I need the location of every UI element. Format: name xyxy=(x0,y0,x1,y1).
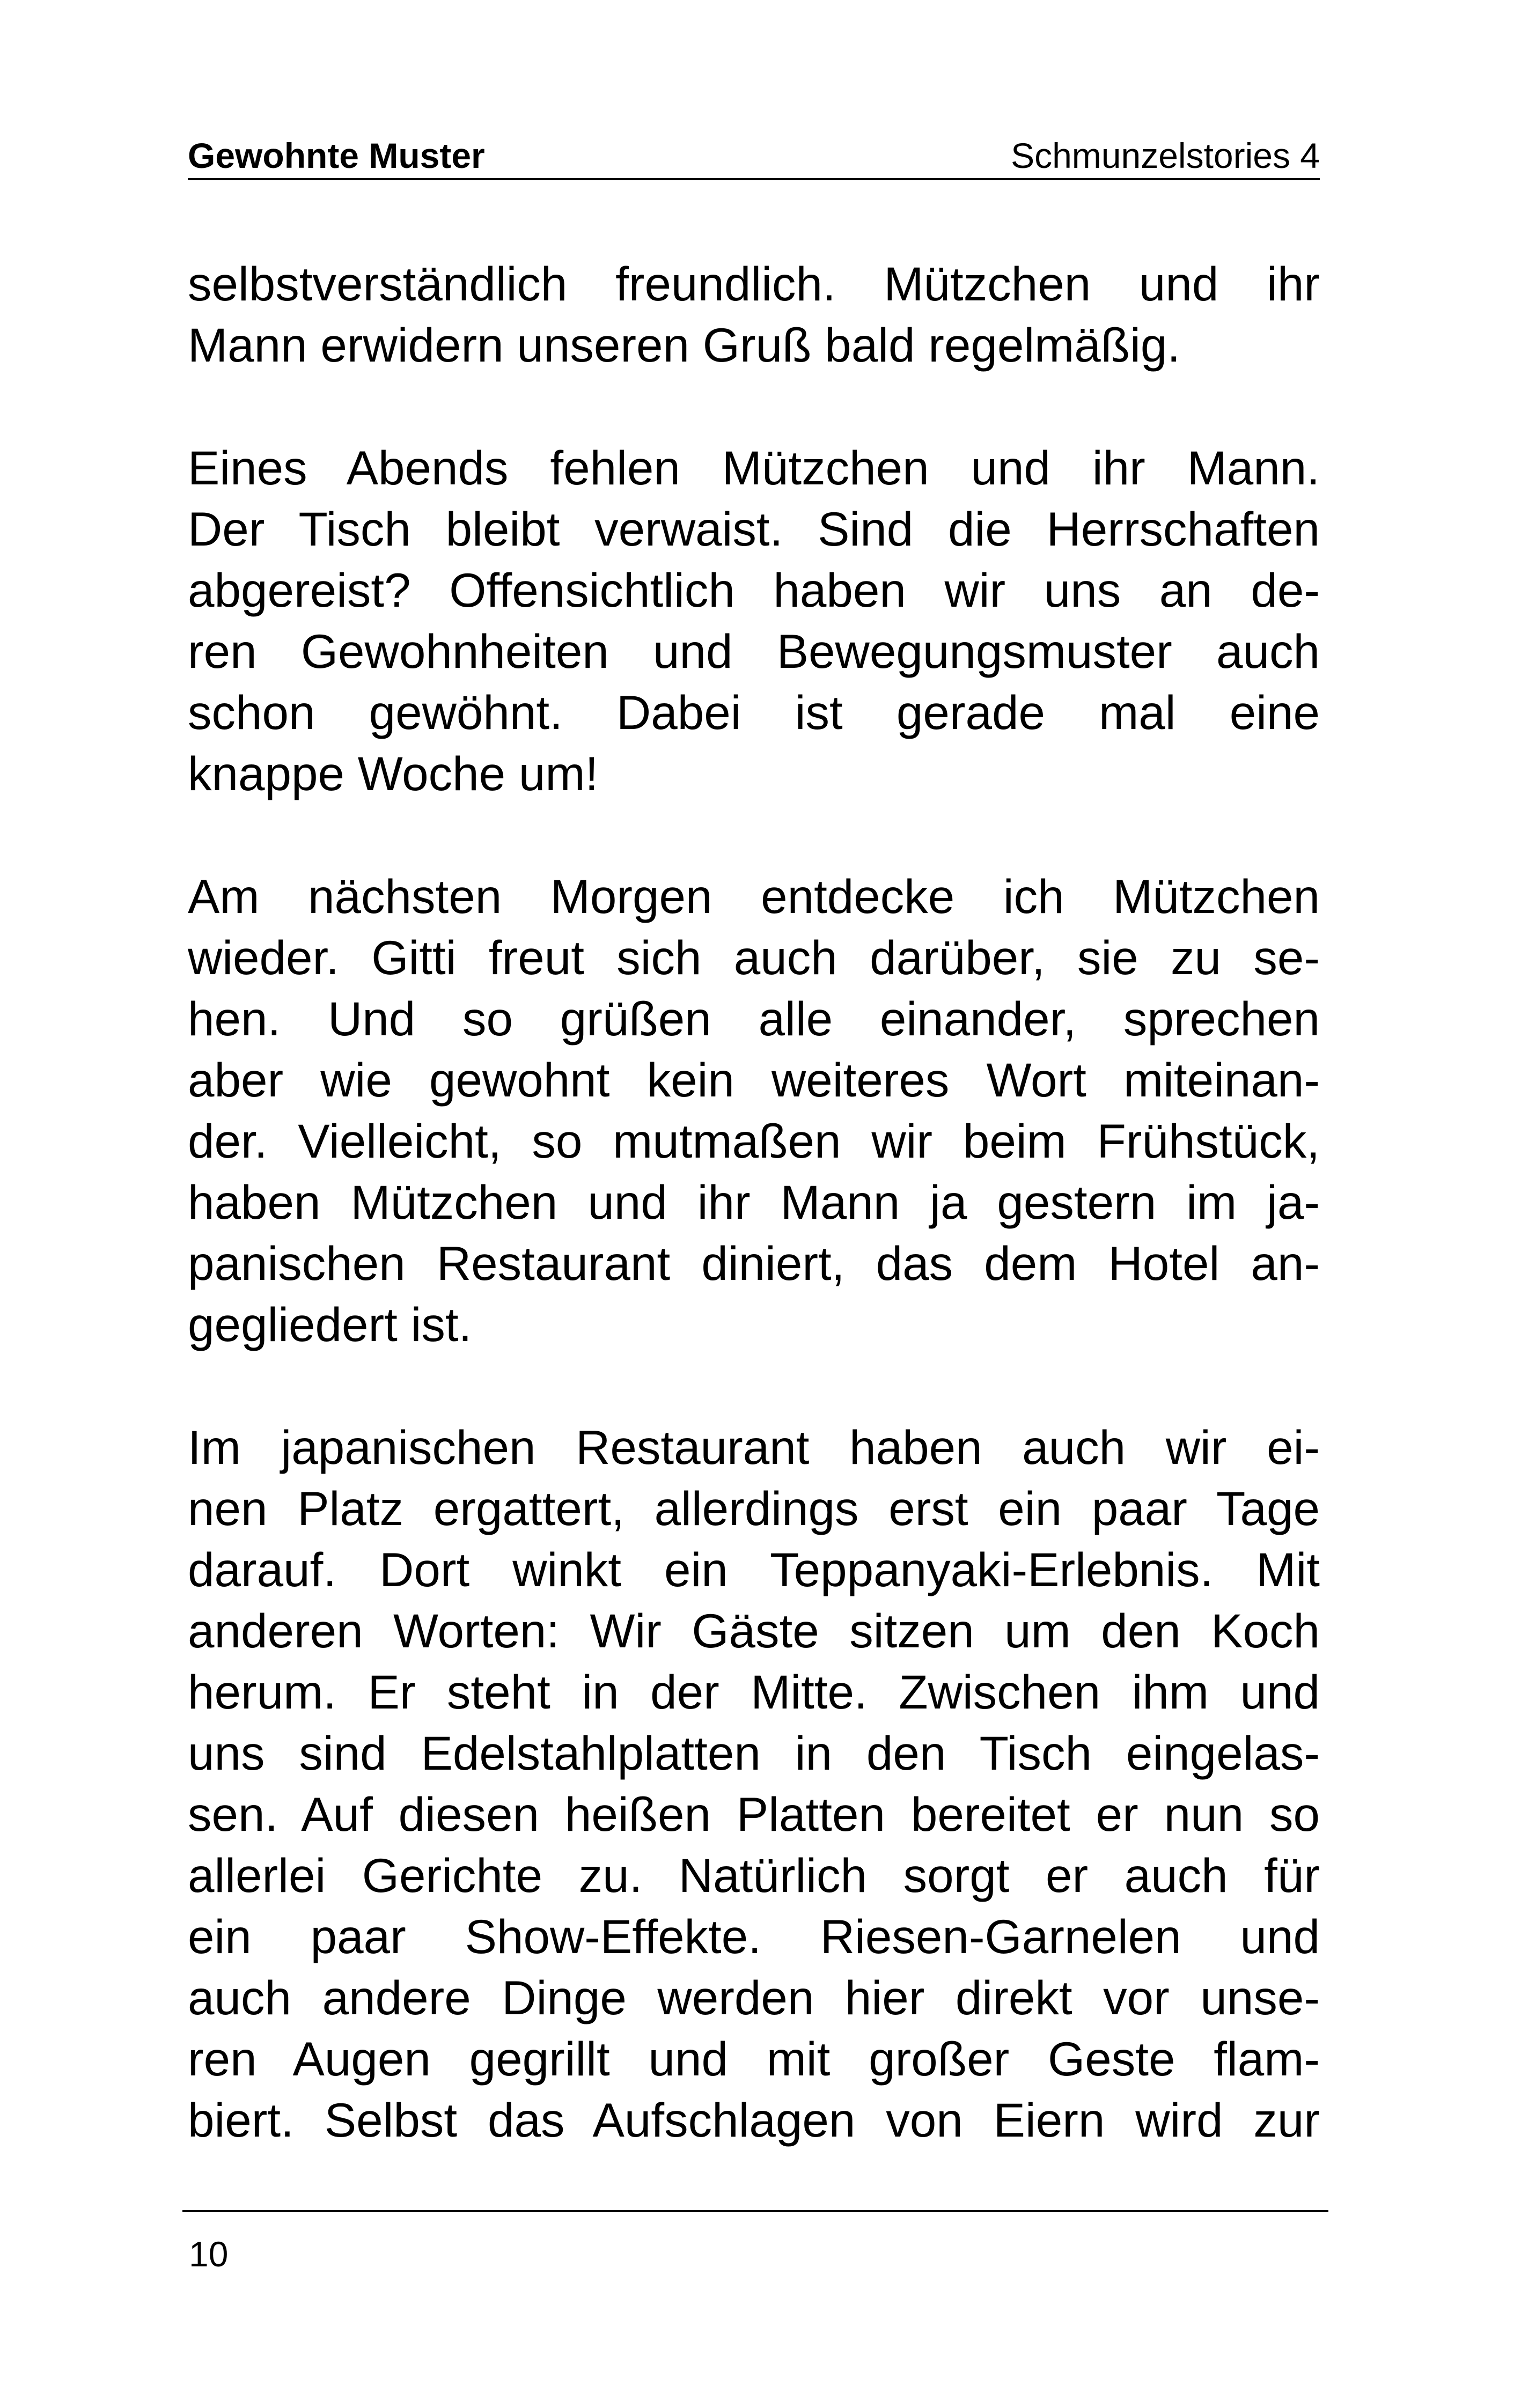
text-line: gegliedert ist. xyxy=(188,1298,472,1351)
body-text xyxy=(188,253,1320,2212)
paragraph xyxy=(188,437,1320,804)
text-line: Eines Abends fehlen Mützchen und ihr Mann. xyxy=(188,441,1320,495)
page-number: 10 xyxy=(189,2234,229,2274)
text-line: nen Platz ergattert, allerdings erst ein paar Tage xyxy=(188,1482,1320,1535)
text-line: hen. Und so grüßen alle einander, sprechen xyxy=(188,992,1320,1045)
book-title: Schmunzelstories 4 xyxy=(1011,136,1320,175)
paragraph xyxy=(188,1417,1320,2151)
text-line: knappe Woche um! xyxy=(188,747,599,800)
text-line: selbstverständlich freundlich. Mützchen und ihr xyxy=(188,257,1320,311)
paragraph xyxy=(188,866,1320,1355)
text-line: schon gewöhnt. Dabei ist gerade mal eine xyxy=(188,686,1320,739)
text-line: haben Mützchen und ihr Mann ja gestern im ja- xyxy=(188,1175,1320,1229)
text-line: abgereist? Offensichtlich haben wir uns an de- xyxy=(188,563,1320,617)
page-footer xyxy=(182,2210,1328,2274)
text-line: auch andere Dinge werden hier direkt vor unse- xyxy=(188,1971,1320,2024)
chapter-title: Gewohnte Muster xyxy=(188,136,485,175)
text-line: uns sind Edelstahlplatten in den Tisch eingelas- xyxy=(188,1726,1320,1780)
text-line: Mann erwidern unseren Gruß bald regelmäßig. xyxy=(188,318,1181,372)
text-line: Der Tisch bleibt verwaist. Sind die Herrschaften xyxy=(188,502,1320,556)
text-line: sen. Auf diesen heißen Platten bereitet er nun so xyxy=(188,1787,1320,1841)
text-line: darauf. Dort winkt ein Teppanyaki-Erlebnis. Mit xyxy=(188,1543,1320,1596)
text-line: anderen Worten: Wir Gäste sitzen um den Koch xyxy=(188,1604,1320,1658)
running-header xyxy=(188,133,1320,180)
text-line: ren Gewohnheiten und Bewegungsmuster auch xyxy=(188,624,1320,678)
text-line: Im japanischen Restaurant haben auch wir ei- xyxy=(188,1420,1320,1474)
text-line: ein paar Show-Effekte. Riesen-Garnelen und xyxy=(188,1910,1320,1963)
text-line: allerlei Gerichte zu. Natürlich sorgt er auch für xyxy=(188,1849,1320,1902)
text-line: Am nächsten Morgen entdecke ich Mützchen xyxy=(188,870,1320,923)
text-line: panischen Restaurant diniert, das dem Hotel an- xyxy=(188,1236,1320,1290)
text-line: wieder. Gitti freut sich auch darüber, sie zu se- xyxy=(188,931,1320,984)
text-line: aber wie gewohnt kein weiteres Wort miteinan- xyxy=(188,1053,1320,1107)
text-line: der. Vielleicht, so mutmaßen wir beim Frühstück, xyxy=(188,1114,1320,1168)
text-line: ren Augen gegrillt und mit großer Geste flam- xyxy=(188,2032,1320,2086)
text-line: herum. Er steht in der Mitte. Zwischen ihm und xyxy=(188,1665,1320,1719)
text-line: biert. Selbst das Aufschlagen von Eiern wird zur xyxy=(188,2093,1320,2147)
paragraph xyxy=(188,253,1320,375)
